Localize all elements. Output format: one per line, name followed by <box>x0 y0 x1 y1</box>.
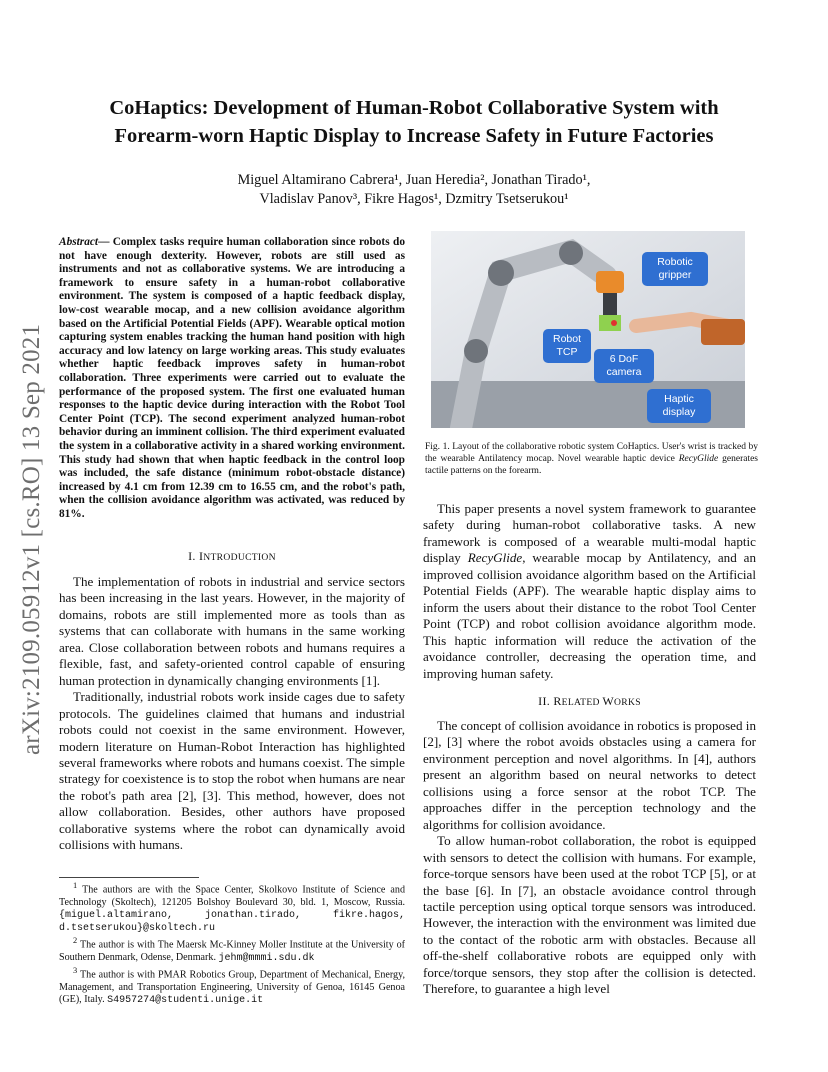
footnote-3-email[interactable]: S4957274@studenti.unige.it <box>107 994 264 1006</box>
footnote-3 <box>59 965 405 1007</box>
gripper-body <box>603 293 617 315</box>
footnote-1 <box>59 880 405 935</box>
footnote-3-text: The author is with PMAR Robotics Group, Department of Mechanical, Energy, Management, and Transportation Engineering, University of Genoa, 16145 Genoa (GE), Italy. <box>59 969 405 1005</box>
section-heading-introduction <box>59 549 405 564</box>
related-paragraph-2: To allow human-robot collaboration, the robot is equipped with sensors to detect the collision with humans. For example, force-torque sensors have been used at the robot TCP [5], or at the base [6]. In [7], an obstacle avoidance control through tactile perception using optical torque sensors was introduced. However, the interaction with the environment was limited due to the contact of the robotic arm with obstacles. Because all off-the-shelf collaborative robots are equipped only with force/torque sensors, they stop after the collision is detected. Therefore, to guarantee a high level <box>423 833 756 997</box>
caption-device-name: RecyGlide <box>678 454 719 464</box>
caption-end: generates tactile patterns on the forearm. <box>425 454 759 476</box>
label-robotic-gripper: Robotic gripper <box>642 252 708 286</box>
footnote-1-emails[interactable]: {miguel.altamirano, jonathan.tirado, fikre.hagos, d.tsetserukou}@skoltech.ru <box>59 909 405 934</box>
right-paragraph-1 <box>423 501 756 682</box>
footnote-1-mark: 1 <box>73 881 78 890</box>
footnote-2 <box>59 935 405 965</box>
haptic-device <box>701 319 745 345</box>
label-haptic-display: Haptic display <box>647 389 711 423</box>
figure-1-photo <box>431 231 745 428</box>
abstract-text: — Complex tasks require human collaboration since robots do not have enough dexterity. However, robots are still used as instruments and not as collaborative systems. We are introducing a framework to ensure safety in a human-robot collaborative environment. The system is composed of a haptic feedback display, low-cost wearable mocap, and a new collision avoidance algorithm based on the Artificial Potential Fields (APF). Wearable optical motion capturing system enables tracking the human hand position with high accuracy and low latency on large working areas. This study evaluates whether haptic feedback improves safety in human-robot collaboration. Three experiments were carried out to evaluate the performance of the proposed system. The first one evaluated human responses to the haptic device during interaction with the Robot Tool Center Point (TCP). The second experiment analyzed human-robot behavior during an imminent collision. The third experiment evaluated the system in a collaborative activity in a shared working environment. This study had shown that when haptic feedback in the control loop was included, the safe distance (minimum robot-obstacle distance) increased by 4.1 cm from 12.39 cm to 16.55 cm, and the robot's path, when the collision avoidance algorithm was activated, was reduced by 81%. <box>59 236 405 520</box>
intro-paragraph-2: Traditionally, industrial robots work inside cages due to safety protocols. The guidelines claimed that humans and industrial robots could not coexist in the same environment. However, modern literature on Human-Robot Interaction has highlighted several frameworks where robots and humans coexist. The simple strategy for coexistence is to stop the robot when humans are near the robot's path area [2], [3]. This method, however, does not allow collaboration. Besides, other authors have proposed collaborative systems where the robot can dynamically avoid collisions with humans. <box>59 689 405 853</box>
paper-title <box>60 94 768 150</box>
arxiv-stamp: arXiv:2109.05912v1 [cs.RO] 13 Sep 2021 <box>18 323 45 755</box>
figure-1-caption <box>425 441 758 477</box>
paragraph-text: , wearable mocap by Antilatency, and an improved collision avoidance algorithm based on the Artificial Potential Fields (APF). The wearable haptic display aims to inform the users about their distance to the robot Tool Center Point (TCP) and robot collision avoidance algorithm mode. This haptic information will reduce the activation of the avoidance controller, decreasing the operation time, and improving human safety. <box>423 550 756 681</box>
caption-text: Layout of the collaborative robotic system CoHaptics. User's wrist is tracked by the wearable Antilatency mocap. Novel wearable haptic device <box>425 442 758 464</box>
title-line-1: CoHaptics: Development of Human-Robot Collaborative System with <box>109 97 719 119</box>
abstract-lead: Abstract <box>59 236 99 248</box>
robot-joint <box>464 339 488 363</box>
camera-cube <box>599 315 621 331</box>
footnote-3-mark: 3 <box>73 965 78 975</box>
heading-initial: W <box>602 694 615 708</box>
intro-paragraph-1: The implementation of robots in industrial and service sectors has been increasing in the last years. However, in the majority of domains, robots are still implemented more as tools than as systems that can collaborate with humans in the same working area. Close collaboration between robots and humans requires a flexible, fast, and safety-oriented control capable of ensuring human protection in dynamically changing environments [1]. <box>59 574 405 688</box>
author-list <box>100 171 728 209</box>
footnote-1-text: The authors are with the Space Center, Skolkovo Institute of Science and Technology (Skoltech), 121205 Bolshoy Boulevard 30, bld. 1, Moscow, Russia. <box>59 884 405 908</box>
heading-rest: ORKS <box>614 697 641 708</box>
title-line-2: Forearm-worn Haptic Display to Increase Safety in Future Factories <box>114 125 714 147</box>
gripper-mount <box>596 271 624 293</box>
right-column-intro <box>423 501 756 682</box>
label-6dof-camera: 6 DoF camera <box>594 349 654 383</box>
footnote-rule <box>59 877 199 878</box>
camera-marker <box>611 320 617 326</box>
authors-line-2: Vladislav Panov³, Fikre Hagos¹, Dzmitry Tsetserukou¹ <box>259 191 569 207</box>
related-works-body <box>423 718 756 998</box>
paragraph-text: This paper presents a novel system framework to guarantee safety during human-robot collaborative tasks. A new framework is composed of a wearable multi-modal haptic display <box>423 501 756 566</box>
footnotes <box>59 880 405 1007</box>
label-robot-tcp: Robot TCP <box>543 329 591 363</box>
heading-initial: I <box>199 549 204 563</box>
heading-initial: R <box>553 694 562 708</box>
related-paragraph-1: The concept of collision avoidance in robotics is proposed in [2], [3] where the robot avoids obstacles using a camera for environment perception and novel algorithms. In [4], authors present an algorithm based on neural networks to detect collisions using a force sensor at the robot TCP. The approaches differ in the perception technology and the algorithms for collision avoidance. <box>423 718 756 832</box>
caption-prefix: Fig. 1. <box>425 442 450 452</box>
authors-line-1: Miguel Altamirano Cabrera¹, Juan Heredia², Jonathan Tirado¹, <box>237 172 591 188</box>
section-heading-related-works <box>423 694 756 709</box>
heading-number: I. <box>188 549 199 563</box>
robot-joint <box>488 260 514 286</box>
footnote-2-mark: 2 <box>73 936 78 946</box>
heading-number: II. <box>538 694 554 708</box>
heading-rest: ELATED <box>561 697 603 708</box>
introduction-body <box>59 574 405 854</box>
device-name: RecyGlide <box>467 550 523 566</box>
heading-rest: NTRODUCTION <box>203 552 276 563</box>
footnote-2-email[interactable]: jehm@mmmi.sdu.dk <box>218 952 315 964</box>
abstract <box>59 236 405 521</box>
robot-joint <box>559 241 583 265</box>
footnote-2-text: The author is with The Maersk Mc-Kinney Moller Institute at the University of Southern Denmark, Odense, Denmark. <box>59 939 405 963</box>
